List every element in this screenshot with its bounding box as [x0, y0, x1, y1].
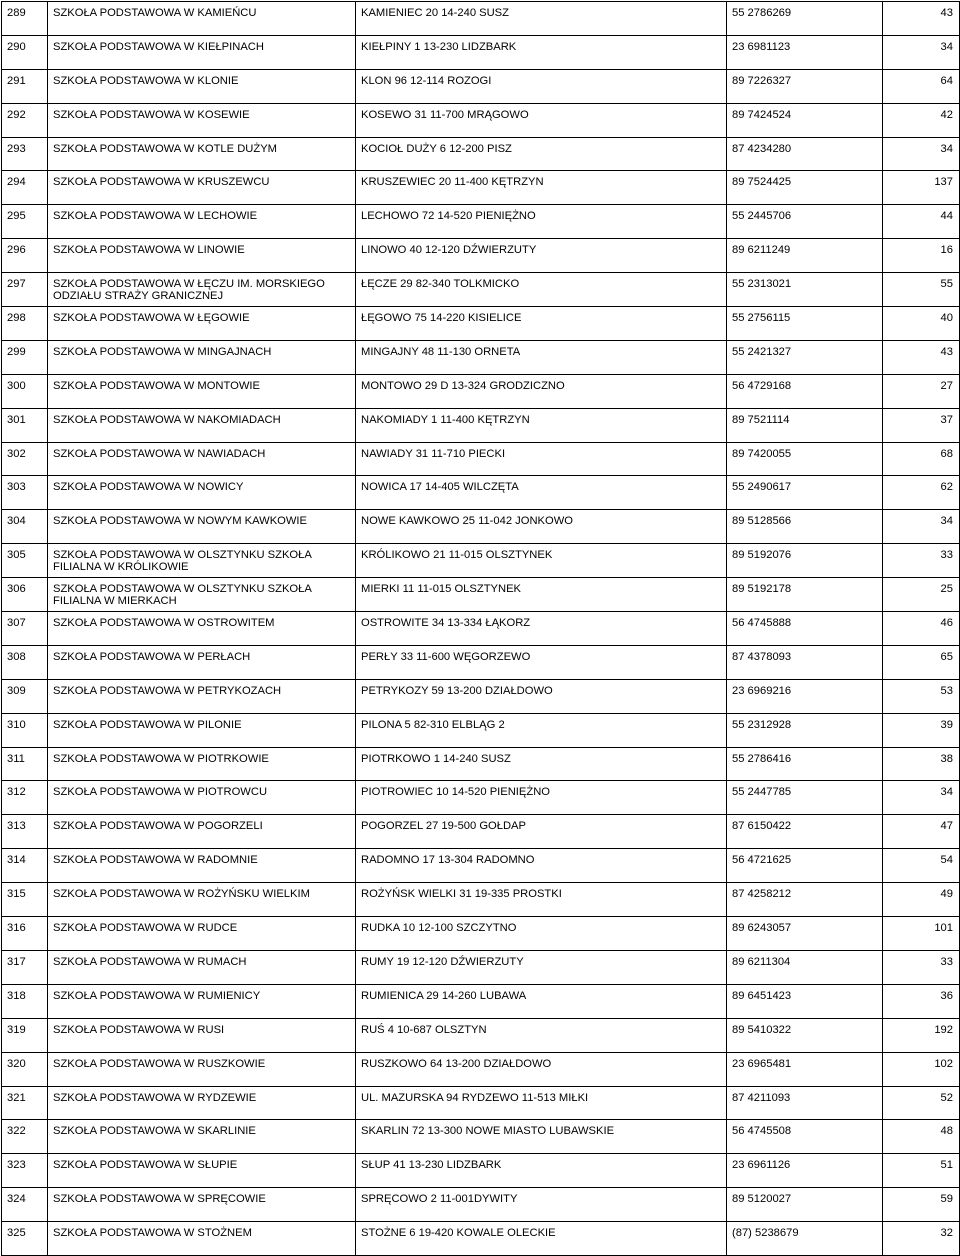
table-row [2, 1154, 960, 1188]
school-address: KOSEWO 31 11-700 MRĄGOWO [356, 103, 727, 137]
table-row [2, 510, 960, 544]
school-name: SZKOŁA PODSTAWOWA W KIEŁPINACH [48, 35, 356, 69]
school-address: RADOMNO 17 13-304 RADOMNO [356, 849, 727, 883]
student-count: 43 [883, 340, 960, 374]
school-name: SZKOŁA PODSTAWOWA W PERŁACH [48, 645, 356, 679]
school-phone: 89 5410322 [727, 1018, 883, 1052]
row-number: 291 [2, 69, 48, 103]
school-name: SZKOŁA PODSTAWOWA W STOŻNEM [48, 1222, 356, 1256]
table-row [2, 849, 960, 883]
row-number: 310 [2, 713, 48, 747]
table-row [2, 679, 960, 713]
row-number: 311 [2, 747, 48, 781]
table-row [2, 747, 960, 781]
table-row [2, 374, 960, 408]
school-name: SZKOŁA PODSTAWOWA W RUDCE [48, 917, 356, 951]
table-row [2, 1086, 960, 1120]
school-phone: 89 6211249 [727, 239, 883, 273]
school-phone: 87 4211093 [727, 1086, 883, 1120]
student-count: 62 [883, 476, 960, 510]
school-phone: 89 5192178 [727, 578, 883, 612]
school-address: ŁĘGOWO 75 14-220 KISIELICE [356, 307, 727, 341]
table-row [2, 442, 960, 476]
row-number: 289 [2, 2, 48, 36]
school-address: PERŁY 33 11-600 WĘGORZEWO [356, 645, 727, 679]
school-phone: 89 7226327 [727, 69, 883, 103]
school-name: SZKOŁA PODSTAWOWA W LECHOWIE [48, 205, 356, 239]
school-name: SZKOŁA PODSTAWOWA W PETRYKOZACH [48, 679, 356, 713]
school-name: SZKOŁA PODSTAWOWA W PILONIE [48, 713, 356, 747]
row-number: 300 [2, 374, 48, 408]
school-address: RUDKA 10 12-100 SZCZYTNO [356, 917, 727, 951]
school-name: SZKOŁA PODSTAWOWA W KRUSZEWCU [48, 171, 356, 205]
table-row [2, 205, 960, 239]
school-name: SZKOŁA PODSTAWOWA W MONTOWIE [48, 374, 356, 408]
school-phone: 56 4745888 [727, 612, 883, 646]
school-name: SZKOŁA PODSTAWOWA W LINOWIE [48, 239, 356, 273]
table-row [2, 781, 960, 815]
school-phone: 89 7521114 [727, 408, 883, 442]
table-row [2, 917, 960, 951]
school-phone: 89 6451423 [727, 984, 883, 1018]
school-address: RUMY 19 12-120 DŹWIERZUTY [356, 950, 727, 984]
student-count: 40 [883, 307, 960, 341]
row-number: 296 [2, 239, 48, 273]
row-number: 294 [2, 171, 48, 205]
school-name: SZKOŁA PODSTAWOWA W NAKOMIADACH [48, 408, 356, 442]
school-phone: 55 2421327 [727, 340, 883, 374]
row-number: 303 [2, 476, 48, 510]
school-address: OSTROWITE 34 13-334 ŁĄKORZ [356, 612, 727, 646]
table-row [2, 307, 960, 341]
school-phone: 87 4378093 [727, 645, 883, 679]
school-address: PETRYKOZY 59 13-200 DZIAŁDOWO [356, 679, 727, 713]
school-name: SZKOŁA PODSTAWOWA W NOWICY [48, 476, 356, 510]
student-count: 51 [883, 1154, 960, 1188]
table-row [2, 69, 960, 103]
student-count: 102 [883, 1052, 960, 1086]
school-name: SZKOŁA PODSTAWOWA W POGORZELI [48, 815, 356, 849]
table-row [2, 1052, 960, 1086]
school-address: NOWICA 17 14-405 WILCZĘTA [356, 476, 727, 510]
school-phone: 56 4745508 [727, 1120, 883, 1154]
school-phone: 56 4721625 [727, 849, 883, 883]
school-phone: 87 4234280 [727, 137, 883, 171]
school-name: SZKOŁA PODSTAWOWA W PIOTROWCU [48, 781, 356, 815]
student-count: 16 [883, 239, 960, 273]
row-number: 322 [2, 1120, 48, 1154]
school-address: UL. MAZURSKA 94 RYDZEWO 11-513 MIŁKI [356, 1086, 727, 1120]
student-count: 39 [883, 713, 960, 747]
school-address: MINGAJNY 48 11-130 ORNETA [356, 340, 727, 374]
student-count: 47 [883, 815, 960, 849]
student-count: 68 [883, 442, 960, 476]
table-row [2, 239, 960, 273]
row-number: 308 [2, 645, 48, 679]
school-phone: 89 5120027 [727, 1188, 883, 1222]
row-number: 302 [2, 442, 48, 476]
table-row [2, 1188, 960, 1222]
school-phone: 89 5192076 [727, 544, 883, 578]
school-name: SZKOŁA PODSTAWOWA W SKARLINIE [48, 1120, 356, 1154]
school-phone: 55 2313021 [727, 273, 883, 307]
school-name: SZKOŁA PODSTAWOWA W NAWIADACH [48, 442, 356, 476]
row-number: 317 [2, 950, 48, 984]
table-row [2, 2, 960, 36]
row-number: 319 [2, 1018, 48, 1052]
school-name: SZKOŁA PODSTAWOWA W RADOMNIE [48, 849, 356, 883]
school-name: SZKOŁA PODSTAWOWA W OSTROWITEM [48, 612, 356, 646]
student-count: 25 [883, 578, 960, 612]
row-number: 324 [2, 1188, 48, 1222]
school-name: SZKOŁA PODSTAWOWA W RUSZKOWIE [48, 1052, 356, 1086]
school-name: SZKOŁA PODSTAWOWA W MINGAJNACH [48, 340, 356, 374]
school-name: SZKOŁA PODSTAWOWA W ŁĘGOWIE [48, 307, 356, 341]
school-phone: 55 2786269 [727, 2, 883, 36]
school-phone: 87 4258212 [727, 883, 883, 917]
row-number: 315 [2, 883, 48, 917]
row-number: 306 [2, 578, 48, 612]
table-row [2, 103, 960, 137]
school-address: POGORZEL 27 19-500 GOŁDAP [356, 815, 727, 849]
school-address: KIEŁPINY 1 13-230 LIDZBARK [356, 35, 727, 69]
schools-table-body [2, 2, 960, 1256]
row-number: 323 [2, 1154, 48, 1188]
school-address: LINOWO 40 12-120 DŹWIERZUTY [356, 239, 727, 273]
school-phone: 56 4729168 [727, 374, 883, 408]
school-phone: 89 7420055 [727, 442, 883, 476]
row-number: 313 [2, 815, 48, 849]
table-row [2, 171, 960, 205]
school-name: SZKOŁA PODSTAWOWA W OLSZTYNKU SZKOŁA FILIALNA W MIERKACH [48, 578, 356, 612]
school-phone: (87) 5238679 [727, 1222, 883, 1256]
row-number: 316 [2, 917, 48, 951]
school-phone: 89 5128566 [727, 510, 883, 544]
school-address: ROŻYŃSK WIELKI 31 19-335 PROSTKI [356, 883, 727, 917]
student-count: 34 [883, 781, 960, 815]
student-count: 48 [883, 1120, 960, 1154]
student-count: 33 [883, 544, 960, 578]
table-row [2, 476, 960, 510]
school-name: SZKOŁA PODSTAWOWA W KOTLE DUŻYM [48, 137, 356, 171]
school-phone: 55 2490617 [727, 476, 883, 510]
school-address: PIOTROWIEC 10 14-520 PIENIĘŻNO [356, 781, 727, 815]
student-count: 49 [883, 883, 960, 917]
school-address: RUŚ 4 10-687 OLSZTYN [356, 1018, 727, 1052]
school-name: SZKOŁA PODSTAWOWA W KAMIEŃCU [48, 2, 356, 36]
school-name: SZKOŁA PODSTAWOWA W KOSEWIE [48, 103, 356, 137]
school-phone: 23 6961126 [727, 1154, 883, 1188]
table-row [2, 408, 960, 442]
student-count: 65 [883, 645, 960, 679]
school-address: RUSZKOWO 64 13-200 DZIAŁDOWO [356, 1052, 727, 1086]
school-phone: 55 2786416 [727, 747, 883, 781]
table-row [2, 340, 960, 374]
school-phone: 89 6243057 [727, 917, 883, 951]
school-address: PILONA 5 82-310 ELBLĄG 2 [356, 713, 727, 747]
school-name: SZKOŁA PODSTAWOWA W OLSZTYNKU SZKOŁA FILIALNA W KRÓLIKOWIE [48, 544, 356, 578]
student-count: 42 [883, 103, 960, 137]
row-number: 299 [2, 340, 48, 374]
student-count: 52 [883, 1086, 960, 1120]
row-number: 290 [2, 35, 48, 69]
school-phone: 89 7424524 [727, 103, 883, 137]
student-count: 27 [883, 374, 960, 408]
school-phone: 55 2756115 [727, 307, 883, 341]
student-count: 34 [883, 137, 960, 171]
row-number: 321 [2, 1086, 48, 1120]
school-name: SZKOŁA PODSTAWOWA W RUMIENICY [48, 984, 356, 1018]
row-number: 297 [2, 273, 48, 307]
row-number: 293 [2, 137, 48, 171]
student-count: 64 [883, 69, 960, 103]
school-name: SZKOŁA PODSTAWOWA W RUMACH [48, 950, 356, 984]
school-name: SZKOŁA PODSTAWOWA W RYDZEWIE [48, 1086, 356, 1120]
school-address: MIERKI 11 11-015 OLSZTYNEK [356, 578, 727, 612]
school-address: KLON 96 12-114 ROZOGI [356, 69, 727, 103]
school-name: SZKOŁA PODSTAWOWA W NOWYM KAWKOWIE [48, 510, 356, 544]
student-count: 34 [883, 510, 960, 544]
table-row [2, 645, 960, 679]
student-count: 38 [883, 747, 960, 781]
table-row [2, 1120, 960, 1154]
table-row [2, 544, 960, 578]
table-row [2, 815, 960, 849]
student-count: 53 [883, 679, 960, 713]
school-address: SPRĘCOWO 2 11-001DYWITY [356, 1188, 727, 1222]
school-name: SZKOŁA PODSTAWOWA W SPRĘCOWIE [48, 1188, 356, 1222]
student-count: 54 [883, 849, 960, 883]
table-row [2, 35, 960, 69]
school-phone: 87 6150422 [727, 815, 883, 849]
school-address: SŁUP 41 13-230 LIDZBARK [356, 1154, 727, 1188]
school-address: PIOTRKOWO 1 14-240 SUSZ [356, 747, 727, 781]
school-name: SZKOŁA PODSTAWOWA W KLONIE [48, 69, 356, 103]
table-row [2, 273, 960, 307]
table-row [2, 984, 960, 1018]
student-count: 137 [883, 171, 960, 205]
school-name: SZKOŁA PODSTAWOWA W ŁĘCZU IM. MORSKIEGO ODZIAŁU STRAŻY GRANICZNEJ [48, 273, 356, 307]
table-row [2, 713, 960, 747]
school-phone: 55 2447785 [727, 781, 883, 815]
school-name: SZKOŁA PODSTAWOWA W PIOTRKOWIE [48, 747, 356, 781]
row-number: 307 [2, 612, 48, 646]
table-row [2, 137, 960, 171]
row-number: 314 [2, 849, 48, 883]
school-phone: 55 2312928 [727, 713, 883, 747]
school-address: KAMIENIEC 20 14-240 SUSZ [356, 2, 727, 36]
row-number: 309 [2, 679, 48, 713]
table-row [2, 612, 960, 646]
school-phone: 89 6211304 [727, 950, 883, 984]
school-name: SZKOŁA PODSTAWOWA W SŁUPIE [48, 1154, 356, 1188]
school-address: KOCIOŁ DUŻY 6 12-200 PISZ [356, 137, 727, 171]
school-address: SKARLIN 72 13-300 NOWE MIASTO LUBAWSKIE [356, 1120, 727, 1154]
student-count: 46 [883, 612, 960, 646]
school-address: NAKOMIADY 1 11-400 KĘTRZYN [356, 408, 727, 442]
student-count: 55 [883, 273, 960, 307]
row-number: 305 [2, 544, 48, 578]
school-address: NAWIADY 31 11-710 PIECKI [356, 442, 727, 476]
school-address: ŁĘCZE 29 82-340 TOLKMICKO [356, 273, 727, 307]
school-name: SZKOŁA PODSTAWOWA W ROŻYŃSKU WIELKIM [48, 883, 356, 917]
table-row [2, 883, 960, 917]
student-count: 59 [883, 1188, 960, 1222]
school-address: RUMIENICA 29 14-260 LUBAWA [356, 984, 727, 1018]
student-count: 192 [883, 1018, 960, 1052]
school-phone: 55 2445706 [727, 205, 883, 239]
student-count: 37 [883, 408, 960, 442]
student-count: 36 [883, 984, 960, 1018]
school-phone: 89 7524425 [727, 171, 883, 205]
school-address: KRÓLIKOWO 21 11-015 OLSZTYNEK [356, 544, 727, 578]
student-count: 32 [883, 1222, 960, 1256]
school-address: LECHOWO 72 14-520 PIENIĘŻNO [356, 205, 727, 239]
table-row [2, 950, 960, 984]
table-row [2, 1222, 960, 1256]
table-row [2, 1018, 960, 1052]
row-number: 320 [2, 1052, 48, 1086]
school-phone: 23 6969216 [727, 679, 883, 713]
row-number: 318 [2, 984, 48, 1018]
row-number: 325 [2, 1222, 48, 1256]
school-address: KRUSZEWIEC 20 11-400 KĘTRZYN [356, 171, 727, 205]
schools-table [1, 1, 960, 1256]
table-row [2, 578, 960, 612]
school-address: NOWE KAWKOWO 25 11-042 JONKOWO [356, 510, 727, 544]
school-phone: 23 6981123 [727, 35, 883, 69]
school-phone: 23 6965481 [727, 1052, 883, 1086]
student-count: 34 [883, 35, 960, 69]
student-count: 101 [883, 917, 960, 951]
student-count: 43 [883, 2, 960, 36]
row-number: 304 [2, 510, 48, 544]
row-number: 301 [2, 408, 48, 442]
school-address: STOŻNE 6 19-420 KOWALE OLECKIE [356, 1222, 727, 1256]
row-number: 298 [2, 307, 48, 341]
row-number: 292 [2, 103, 48, 137]
student-count: 33 [883, 950, 960, 984]
row-number: 295 [2, 205, 48, 239]
row-number: 312 [2, 781, 48, 815]
student-count: 44 [883, 205, 960, 239]
school-address: MONTOWO 29 D 13-324 GRODZICZNO [356, 374, 727, 408]
school-name: SZKOŁA PODSTAWOWA W RUSI [48, 1018, 356, 1052]
